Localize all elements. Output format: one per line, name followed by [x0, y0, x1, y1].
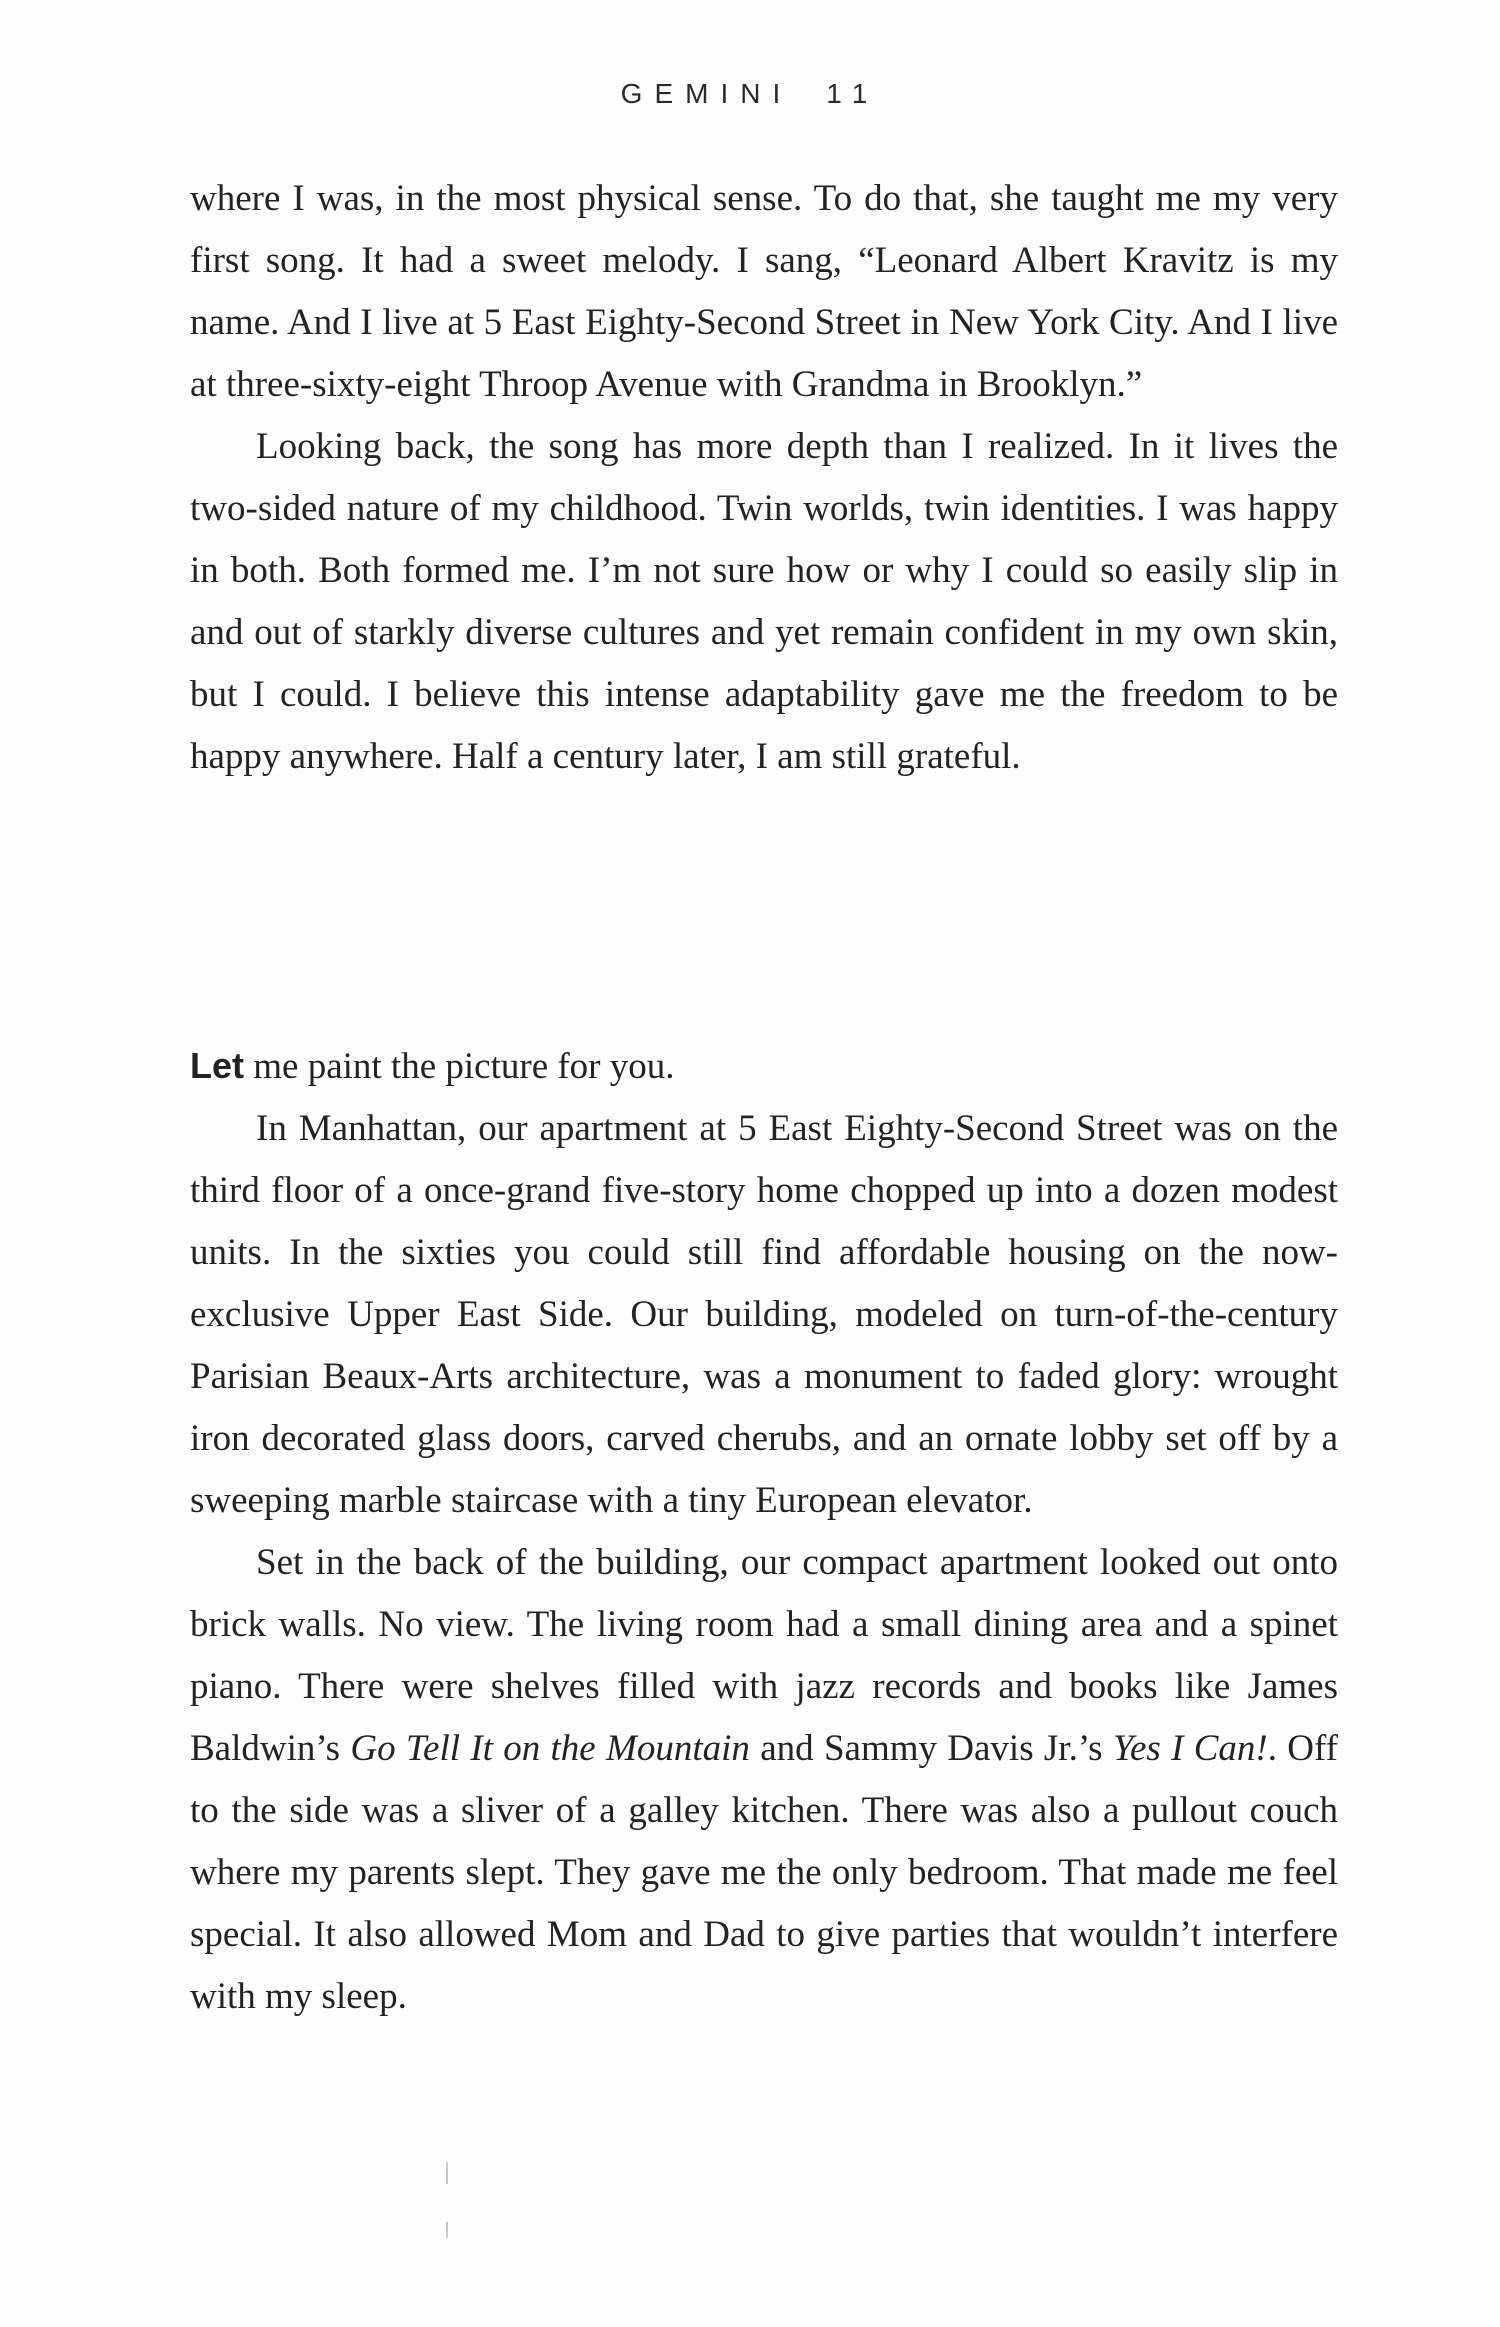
running-title: GEMINI	[620, 78, 793, 109]
running-head	[0, 78, 1500, 110]
scan-mark	[446, 2162, 448, 2184]
book-title-go-tell-it: Go Tell It on the Mountain	[350, 1728, 750, 1769]
apartment-text-1: Set in the back of the building, our compact apartment looked out onto brick walls. No view. The living room had a small dining area and a spinet piano. There were shelves filled with jazz records and books like James Baldwin’s	[190, 1542, 1338, 1769]
paragraph-looking-back: Looking back, the song has more depth than I realized. In it lives the two-sided nature of my childhood. Twin worlds, twin identities. I was happy in both. Both formed me. I’m not sure how or why I could so easily slip in and out of starkly diverse cultures and yet remain confident in my own skin, but I could. I believe this intense adaptability gave me the freedom to be happy anywhere. Half a century later, I am still grateful.	[190, 426, 1338, 777]
paragraph-section-opening	[190, 1035, 1338, 1098]
book-title-yes-i-can: Yes I Can!	[1112, 1728, 1268, 1769]
apartment-text-2: and Sammy Davis Jr.’s	[749, 1728, 1113, 1769]
text-block-section	[190, 1035, 1338, 2028]
scan-mark	[446, 2222, 448, 2238]
paragraph-continuation: where I was, in the most physical sense. To do that, she taught me my very first song. It had a sweet melody. I sang, “Leonard Albert Kravitz is my name. And I live at 5 East Eighty-Second Street in New York City. And I live at three-sixty-eight Throop Avenue with Grandma in Brooklyn.”	[190, 178, 1338, 405]
paragraph-manhattan: In Manhattan, our apartment at 5 East Eighty-Second Street was on the third floor of a once-grand five-story home chopped up into a dozen modest units. In the sixties you could still find affordable housing on the now-exclusive Upper East Side. Our building, modeled on turn-of-the-century Parisian Beaux-Arts architecture, was a monument to faded glory: wrought iron decorated glass doors, carved cherubs, and an ornate lobby set off by a sweeping marble staircase with a tiny European elevator.	[190, 1108, 1338, 1521]
paragraph-apartment	[190, 1532, 1338, 2028]
text-block-top	[190, 168, 1338, 788]
section-opening-text: me paint the picture for you.	[244, 1046, 675, 1087]
apartment-text-3: . Off to the side was a sliver of a galley kitchen. There was also a pullout couch where my parents slept. They gave me the only bedroom. That made me feel special. It also allowed Mom and Dad to give parties that wouldn’t interfere with my sleep.	[190, 1728, 1338, 2017]
page-number: 11	[826, 78, 880, 109]
run-in-heading: Let	[190, 1045, 244, 1086]
